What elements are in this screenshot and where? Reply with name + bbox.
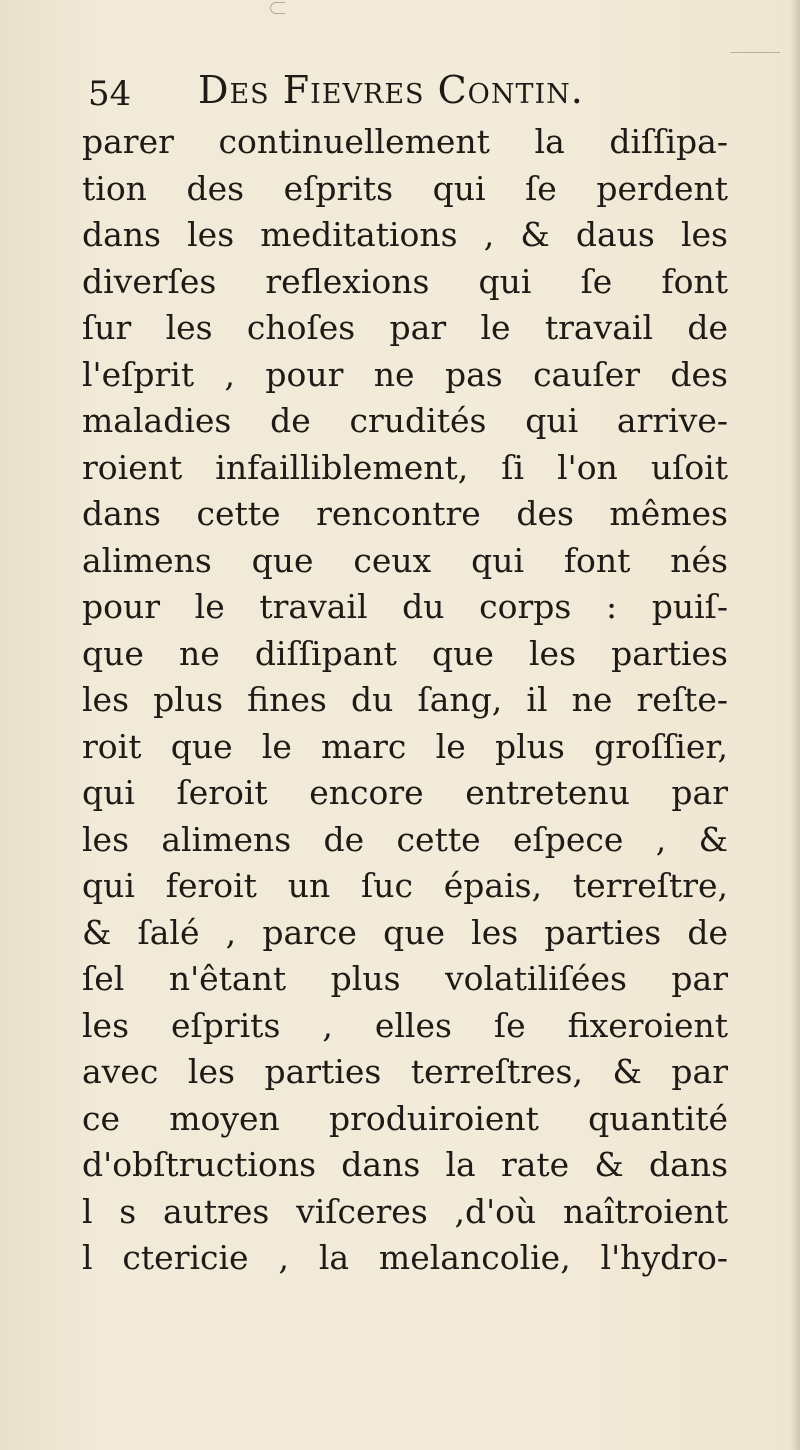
text-line: d'obſtructions dans la rate & dans — [82, 1145, 728, 1184]
body-text — [82, 119, 728, 1282]
page-number: 54 — [88, 74, 132, 114]
text-line: maladies de crudités qui arrive- — [82, 401, 728, 440]
text-line: alimens que ceux qui font nés — [82, 540, 728, 580]
text-line: l'eſprit , pour ne pas cauſer des — [82, 354, 728, 394]
text-line: qui ſeroit encore entretenu par — [82, 773, 728, 812]
text-line: dans les meditations , & daus les — [82, 215, 728, 254]
text-line: parer continuellement la diſſipa- — [82, 122, 728, 161]
text-line: roient infailliblement, ſi l'on uſoit — [82, 447, 728, 487]
text-line: qui feroit un ſuc épais, terreſtre, — [82, 866, 728, 905]
text-line: l ctericie , la melancolie, l'hydro- — [82, 1238, 728, 1277]
text-line: pour le travail du corps : puiſ- — [82, 587, 728, 626]
page-right-edge-shadow — [790, 0, 800, 1450]
text-line: ſel n'êtant plus volatiliſées par — [82, 959, 728, 998]
text-line: les plus fines du ſang, il ne reſte- — [82, 680, 728, 719]
text-line: l s autres viſceres ,d'où naîtroient — [82, 1191, 728, 1231]
text-line: les alimens de cette eſpece , & — [82, 819, 728, 859]
text-line: avec les parties terreſtres, & par — [82, 1052, 728, 1091]
text-line: que ne diſſipant que les parties — [82, 633, 728, 673]
text-line: tion des eſprits qui ſe perdent — [82, 168, 728, 208]
page-edge-rule — [730, 52, 780, 53]
page-header — [88, 66, 768, 126]
text-line: & ſalé , parce que les parties de — [82, 912, 728, 952]
text-line: roit que le marc le plus groſſier, — [82, 726, 728, 766]
running-head: Des Fievres Contin. — [198, 68, 584, 112]
page-edge-mark — [270, 2, 285, 14]
text-line: diverſes reflexions qui ſe font — [82, 261, 728, 301]
text-line: les eſprits , elles ſe fixeroient — [82, 1005, 728, 1045]
text-line: dans cette rencontre des mêmes — [82, 494, 728, 533]
text-line: ſur les choſes par le travail de — [82, 308, 728, 347]
text-line: ce moyen produiroient quantité — [82, 1098, 728, 1138]
